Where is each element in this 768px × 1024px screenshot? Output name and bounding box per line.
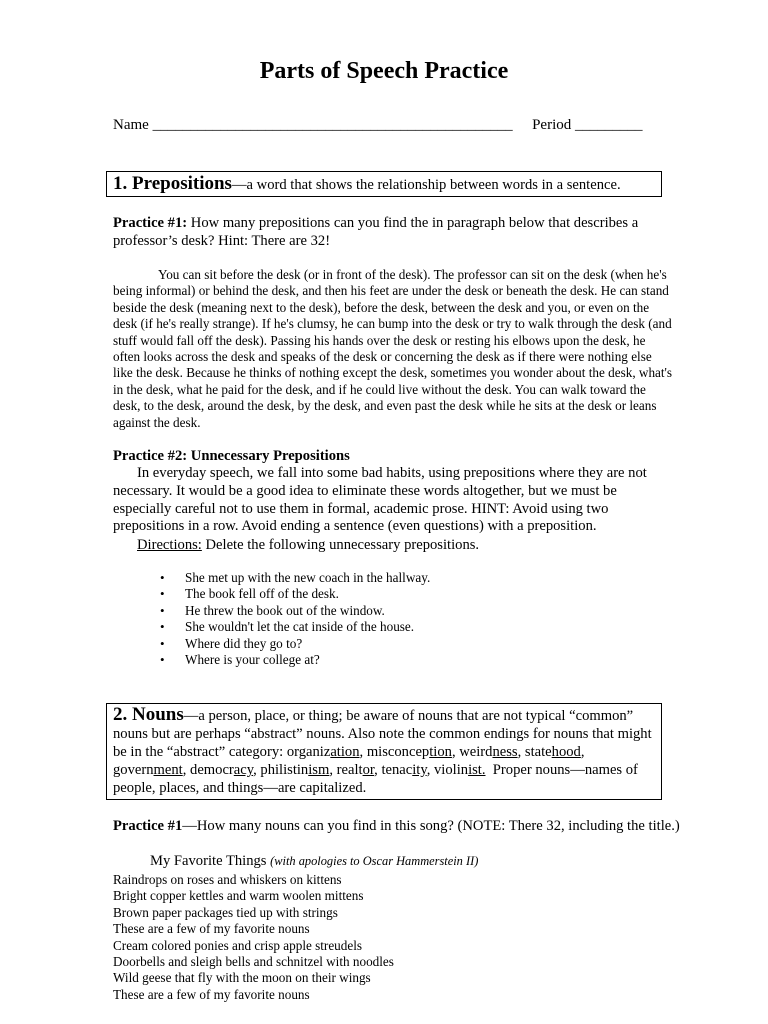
song-lyrics: [113, 872, 394, 1003]
name-field[interactable]: Name ________________________________________________: [113, 117, 513, 133]
practice2-body: [113, 465, 673, 536]
practice1-text: How many prepositions can you find the in paragraph below that describes a professor’s desk? Hint: There are 32!: [113, 215, 639, 249]
noun-example: tenacity: [381, 762, 427, 778]
lyric-line: Raindrops on roses and whiskers on kittens: [113, 872, 342, 887]
nouns-definition-box: 2. Nouns—a person, place, or thing; be aware of nouns that are not typical “common” nouns but are perhaps “abstract” nouns. Also note the common endings for nouns that might be in the “abstract” category: organization, misconception, weirdness, statehood, government, democracy, philistinism, realtor, tenacity, violinist. Proper nouns—names of people, places, and things—are capitalized.: [106, 703, 662, 800]
practice2-directions: [137, 537, 479, 554]
list-item: • She met up with the new coach in the hallway.: [158, 570, 430, 586]
lyric-line: Wild geese that fly with the moon on their wings: [113, 970, 371, 986]
unnecessary-prepositions-list: [158, 570, 430, 668]
directions-label: Directions:: [137, 537, 202, 553]
lyric-line: Doorbells and sleigh bells and schnitzel with noodles: [113, 954, 394, 970]
prepositions-definition-box: [106, 171, 662, 197]
song-credit: (with apologies to Oscar Hammerstein II): [270, 854, 479, 868]
nouns-practice1-text: —How many nouns can you find in this song? (NOTE: There 32, including the title.): [182, 818, 680, 834]
practice1-prompt: [113, 214, 673, 250]
period-field[interactable]: Period _________: [532, 117, 643, 133]
proper-nouns-note: Proper nouns—names of people, places, and things—are capitalized.: [113, 762, 638, 796]
lyric-line: Cream colored ponies and crisp apple streudels: [113, 937, 363, 953]
song-title: My Favorite Things: [150, 853, 267, 869]
list-item: • He threw the book out of the window.: [158, 603, 430, 619]
noun-example: misconception: [366, 744, 452, 760]
noun-example: violinist.: [434, 762, 486, 778]
name-period-line: [113, 117, 673, 134]
directions-text: Delete the following unnecessary prepositions.: [201, 537, 480, 553]
practice1-label: Practice #1:: [113, 215, 188, 231]
list-item: • She wouldn't let the cat inside of the house.: [158, 619, 430, 635]
noun-example: realtor: [336, 762, 375, 778]
page-title: Parts of Speech Practice: [259, 58, 509, 84]
practice2-body-text: In everyday speech, we fall into some bad habits, using prepositions where they are not necessary. It would be a good idea to eliminate these words altogether, but we must be especially careful not to use them in formal, academic prose. HINT: Avoid using two prepositions in a row. Avoid ending a sentence (even questions) with a preposition.: [113, 465, 647, 535]
noun-example: democracy: [190, 762, 254, 778]
desk-paragraph-text: You can sit before the desk (or in front of the desk). The professor can sit on the desk (when he's being informal) or behind the desk, and then his feet are under the desk or beneath the desk. He can stand beside the desk (meaning next to the desk), before the desk, between the desk and you, or even on the desk (if he's really strange). If he's clumsy, he can bump into the desk or try to walk through the desk (and stuff would fall off the desk). Passing his hands over the desk or resting his elbows upon the desk, he often looks across the desk and speaks of the desk or concerning the desk as if there were nothing else like the desk. Because he thinks of nothing except the desk, sometimes you wonder about the desk, what's in the desk, what he paid for the desk, and if he could live without the desk. You can walk toward the desk, to the desk, around the desk, by the desk, and even past the desk while he sits at the desk or leans against the desk.: [113, 267, 673, 430]
lyric-line: Brown paper packages tied up with strings: [113, 904, 338, 920]
list-item: • Where did they go to?: [158, 636, 430, 652]
noun-example: government: [113, 762, 183, 778]
song-title-line: [150, 853, 478, 870]
lyric-line: Bright copper kettles and warm woolen mittens: [113, 888, 364, 904]
desk-paragraph: [113, 267, 673, 431]
nouns-practice1-label: Practice #1: [113, 818, 183, 834]
practice2-heading: Practice #2: Unnecessary Prepositions: [113, 448, 350, 464]
nouns-definition: —a person, place, or thing; be aware of nouns that are not typical “common” nouns but are perhaps “abstract” nouns. Also note the common endings for nouns that might be in the “abstract” category:: [113, 708, 652, 760]
noun-example: weirdness: [459, 744, 518, 760]
prepositions-definition: —a word that shows the relationship between words in a sentence.: [231, 177, 621, 193]
lyric-line: These are a few of my favorite nouns: [113, 921, 310, 937]
noun-example: statehood: [524, 744, 581, 760]
lyric-line: These are a few of my favorite nouns: [113, 986, 310, 1002]
noun-example: philistinism: [260, 762, 330, 778]
noun-example: organization: [286, 744, 360, 760]
list-item: • Where is your college at?: [158, 652, 430, 668]
list-item: • The book fell off of the desk.: [158, 586, 430, 602]
nouns-practice1-prompt: [113, 818, 680, 835]
nouns-heading: 2. Nouns: [113, 704, 184, 725]
prepositions-heading: 1. Prepositions: [113, 173, 232, 194]
